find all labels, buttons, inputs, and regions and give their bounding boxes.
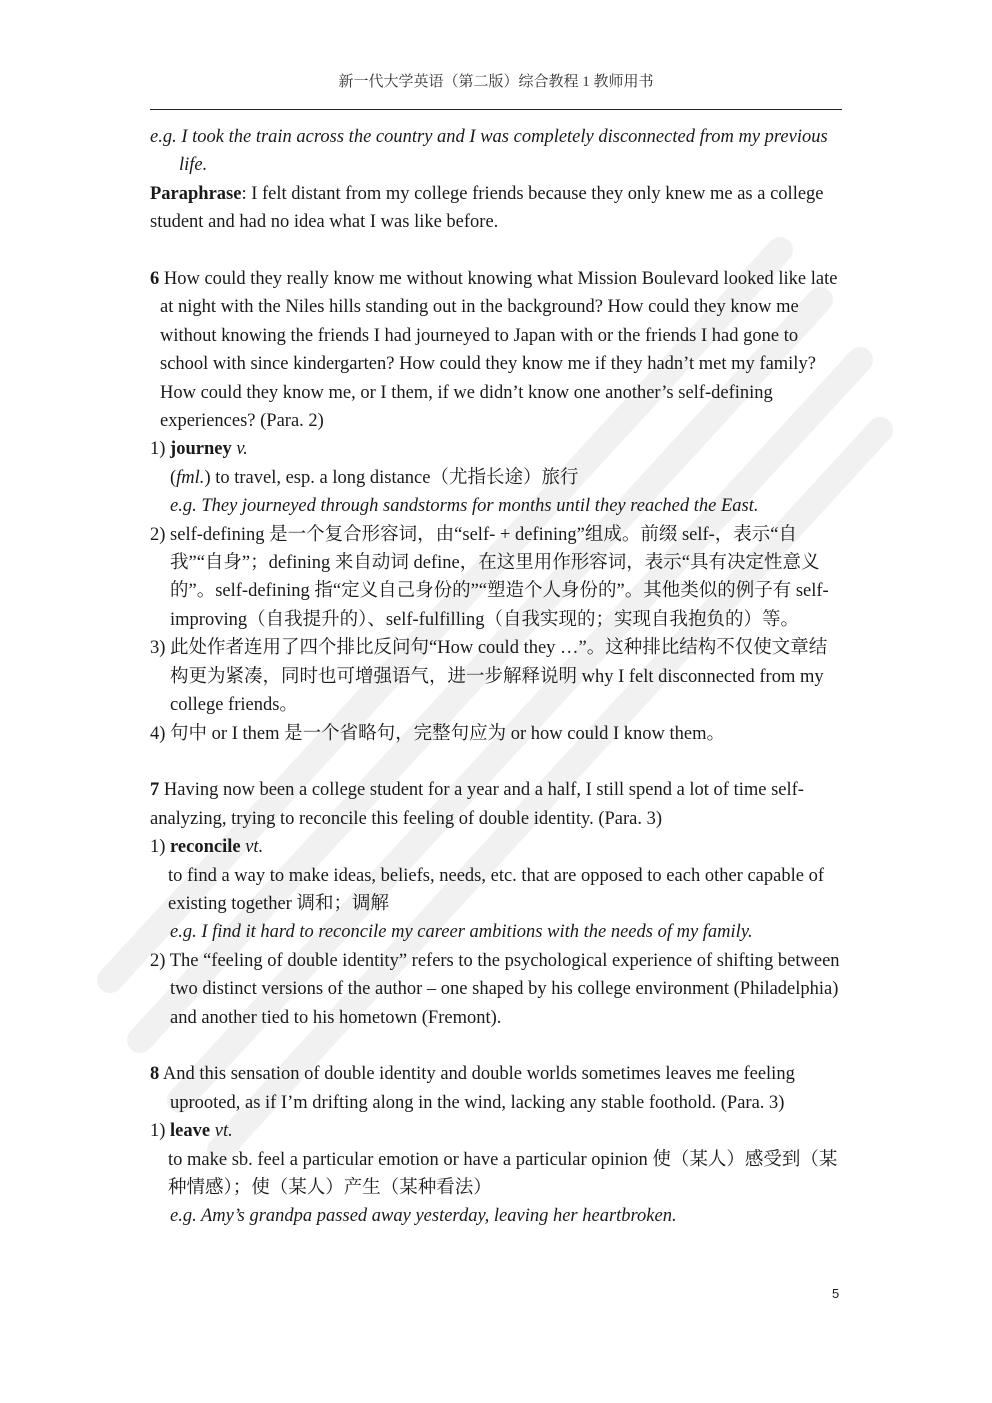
item-number: 6 xyxy=(150,269,160,290)
quote-text: And this sensation of double identity and double worlds sometimes leaves me feeling uprooted, as if I’m drifting along in the wind, lacking any stable foothold. (Para. 3) xyxy=(159,1064,795,1113)
part-of-speech: v. xyxy=(231,439,248,460)
part-of-speech: vt. xyxy=(210,1121,233,1142)
quote-6 xyxy=(150,265,842,435)
paraphrase xyxy=(150,180,842,237)
eg-text: I took the train across the country and I was completely disconnected from my previous life. xyxy=(176,127,828,176)
note-6-2: 2) self-defining 是一个复合形容词，由“self- + defining”组成。前缀 self-，表示“自我”“自身”；defining 来自动词 define，在这里用作形容词，表示“具有决定性意义的”。self-defining 指“定义自己身份的”“塑造个人身份的”。其他类似的例子有 self-improving（自我提升的）、self-fulfilling（自我实现的；实现自我抱负的）等。 xyxy=(150,524,829,630)
note-6-1-definition: (fml.) to travel, esp. a long distance（尤指长途）旅行 xyxy=(170,467,579,488)
quote-7 xyxy=(150,776,842,833)
note-7-1-example: e.g. I find it hard to reconcile my career ambitions with the needs of my family. xyxy=(170,922,753,943)
example-sentence xyxy=(150,123,842,180)
note-6-1-example: e.g. They journeyed through sandstorms for months until they reached the East. xyxy=(170,496,759,517)
quote-text: How could they really know me without knowing what Mission Boulevard looked like late at night with the Niles hills standing out in the background? How could they know me without knowing the friends I had journeyed to Japan with or the friends I had gone to school with since kindergarten? How could they know me if they hadn’t met my family? How could they know me, or I them, if we didn’t know one another’s self-defining experiences? (Para. 2) xyxy=(159,269,838,432)
paraphrase-label: Paraphrase xyxy=(150,183,242,204)
main-content xyxy=(150,123,842,1231)
vocab-word: journey xyxy=(170,439,232,460)
running-header: 新一代大学英语（第二版）综合教程 1 教师用书 xyxy=(338,74,654,90)
note-7-1-definition: to find a way to make ideas, beliefs, needs, etc. that are opposed to each other capable of existing together 调和；调解 xyxy=(168,865,824,914)
note-8-1-example: e.g. Amy’s grandpa passed away yesterday, leaving her heartbroken. xyxy=(170,1206,677,1227)
vocab-word: leave xyxy=(170,1121,211,1142)
note-6-3: 3) 此处作者连用了四个排比反问句“How could they …”。这种排比结构不仅使文章结构更为紧凑，同时也可增强语气，进一步解释说明 why I felt disconnected from my college friends。 xyxy=(150,638,828,716)
item-number: 8 xyxy=(150,1064,160,1085)
note-6-1-heading: 1) journey v. xyxy=(150,439,248,460)
item-number: 7 xyxy=(150,780,160,801)
note-7-1-heading: 1) reconcile vt. xyxy=(150,837,264,858)
quote-text: Having now been a college student for a year and a half, I still spend a lot of time self-analyzing, trying to reconcile this feeling of double identity. (Para. 3) xyxy=(150,780,804,829)
page-number: 5 xyxy=(832,1286,840,1301)
note-6-4: 4) 句中 or I them 是一个省略句，完整句应为 or how could I know them。 xyxy=(150,723,725,744)
eg-label: e.g. xyxy=(150,127,177,147)
header-divider xyxy=(150,109,842,110)
paraphrase-text: : I felt distant from my college friends because they only knew me as a college student and had no idea what I was like before. xyxy=(150,183,824,233)
part-of-speech: vt. xyxy=(240,837,264,858)
note-7-2: 2) The “feeling of double identity” refers to the psychological experience of shifting between two distinct versions of the author – one shaped by his college environment (Philadelphia) and another tied to his hometown (Fremont). xyxy=(150,950,840,1028)
note-8-1-heading: 1) leave vt. xyxy=(150,1121,233,1142)
note-8-1-definition: to make sb. feel a particular emotion or have a particular opinion 使（某人）感受到（某种情感）；使（某人）产生（某种看法） xyxy=(168,1149,838,1198)
quote-8 xyxy=(150,1060,842,1117)
vocab-word: reconcile xyxy=(170,837,241,858)
